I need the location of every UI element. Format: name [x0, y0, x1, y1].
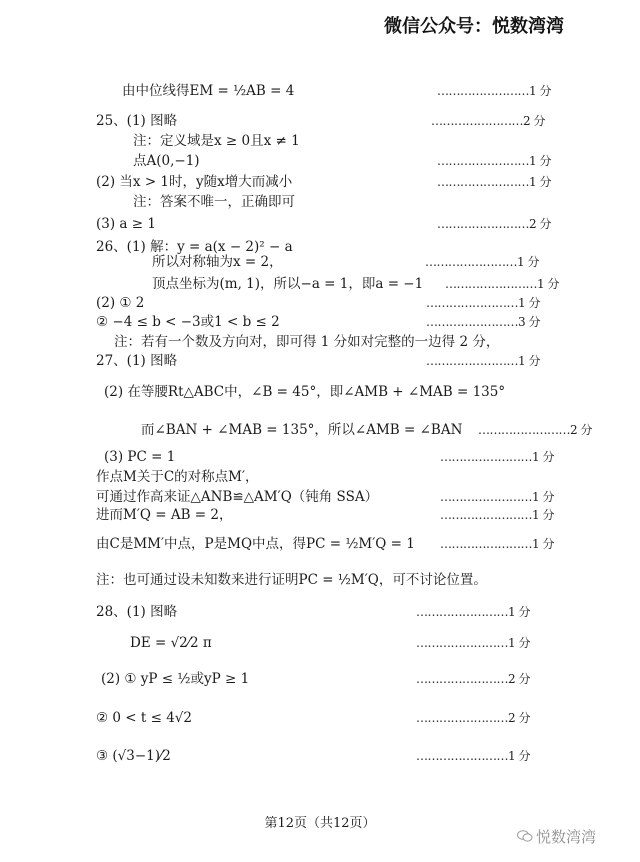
score-marker: ……………………1 分	[445, 277, 559, 291]
score-marker: ……………………1 分	[437, 175, 551, 189]
score-marker: ……………………2 分	[437, 217, 551, 231]
answer-line	[0, 707, 640, 729]
watermark-text: 悦数湾湾	[536, 828, 597, 846]
answer-line	[0, 110, 640, 132]
answer-line	[0, 150, 640, 172]
answer-text: ③ (√3−1)⁄2	[96, 748, 171, 764]
answer-text: 27、(1) 图略	[96, 353, 178, 369]
answer-text: ② 0 < t ≤ 4√2	[96, 710, 192, 726]
answer-line	[0, 171, 640, 193]
answer-text: (2) ① yP ≤ ½或yP ≥ 1	[101, 671, 250, 687]
score-marker: ……………………2 分	[416, 672, 530, 686]
wechat-header: 微信公众号：悦数湾湾	[384, 16, 564, 37]
answer-text: 由中位线得EM = ½AB = 4	[122, 83, 295, 99]
answer-text: 注：若有一个数及方向对，即可得 1 分如对完整的一边得 2 分，	[114, 334, 500, 350]
answer-text: 注：也可通过设未知数来进行证明PC = ½M′Q，可不讨论位置。	[96, 572, 487, 588]
answer-text: 作点M关于C的对称点M′，	[96, 469, 259, 485]
answer-text: (2) ① 2	[96, 295, 145, 311]
wechat-logo-icon	[517, 830, 533, 842]
answer-text: 可通过作高来证△ANB≌△AM′Q（钝角 SSA）	[96, 489, 379, 505]
answer-line	[0, 668, 640, 690]
score-marker: ……………………1 分	[440, 490, 554, 504]
answer-line	[0, 80, 640, 102]
answer-line	[0, 381, 640, 403]
score-marker: ……………………1 分	[440, 450, 554, 464]
answer-text: 由C是MM′中点，P是MQ中点，得PC = ½M′Q = 1	[96, 536, 415, 552]
answer-text: (2) 在等腰Rt△ABC中，∠B = 45°，即∠AMB + ∠MAB = 135°	[104, 384, 506, 400]
score-marker: ……………………2 分	[431, 114, 545, 128]
score-marker: ……………………1 分	[426, 354, 540, 368]
answer-line	[0, 350, 640, 372]
answer-line	[0, 213, 640, 235]
answer-text: ② −4 ≤ b < −3或1 < b ≤ 2	[96, 314, 280, 330]
answer-text: 所以对称轴为x = 2，	[152, 254, 283, 270]
answer-line	[0, 191, 640, 213]
answer-line	[0, 504, 640, 526]
answer-line	[0, 533, 640, 555]
score-marker: ……………………1 分	[440, 537, 554, 551]
score-marker: ……………………1 分	[416, 749, 530, 763]
answer-text: 而∠BAN + ∠MAB = 135°，所以∠AMB = ∠BAN	[141, 422, 463, 438]
score-marker: ……………………3 分	[426, 315, 540, 329]
answer-text: (3) a ≥ 1	[96, 216, 156, 232]
score-marker: ……………………1 分	[437, 84, 551, 98]
answer-line	[0, 569, 640, 591]
score-marker: ……………………1 分	[416, 605, 530, 619]
answer-line	[0, 632, 640, 654]
page-footer: 第12页（共12页）	[264, 816, 376, 831]
answer-text: (2) 当x > 1时，y随x增大而减小	[96, 174, 293, 190]
answer-text: 26、(1) 解：y = a(x − 2)² − a	[96, 239, 293, 255]
answer-line	[0, 601, 640, 623]
answer-text: 进而M′Q = AB = 2，	[96, 507, 233, 523]
answer-text: 28、(1) 图略	[96, 604, 178, 620]
answer-line	[0, 130, 640, 152]
answer-text: 注：答案不唯一，正确即可	[133, 194, 295, 210]
score-marker: ……………………1 分	[426, 296, 540, 310]
answer-text: 25、(1) 图略	[96, 113, 178, 129]
answer-line	[0, 419, 640, 441]
score-marker: ……………………1 分	[416, 636, 530, 650]
score-marker: ……………………1 分	[437, 154, 551, 168]
score-marker: ……………………1 分	[425, 255, 539, 269]
answer-text: (3) PC = 1	[104, 449, 176, 465]
answer-text: 顶点坐标为(m, 1)，所以−a = 1，即a = −1	[152, 276, 424, 292]
answer-line	[0, 466, 640, 488]
answer-line	[0, 745, 640, 767]
score-marker: ……………………2 分	[416, 711, 530, 725]
answer-text: 点A(0,−1)	[133, 153, 200, 169]
answer-line	[0, 446, 640, 468]
score-marker: ……………………1 分	[440, 508, 554, 522]
answer-text: 注：定义域是x ≥ 0且x ≠ 1	[133, 133, 300, 149]
answer-text: DE = √2⁄2 π	[130, 635, 212, 651]
answer-line	[0, 251, 640, 273]
answer-line	[0, 311, 640, 333]
score-marker: ……………………2 分	[478, 423, 592, 437]
